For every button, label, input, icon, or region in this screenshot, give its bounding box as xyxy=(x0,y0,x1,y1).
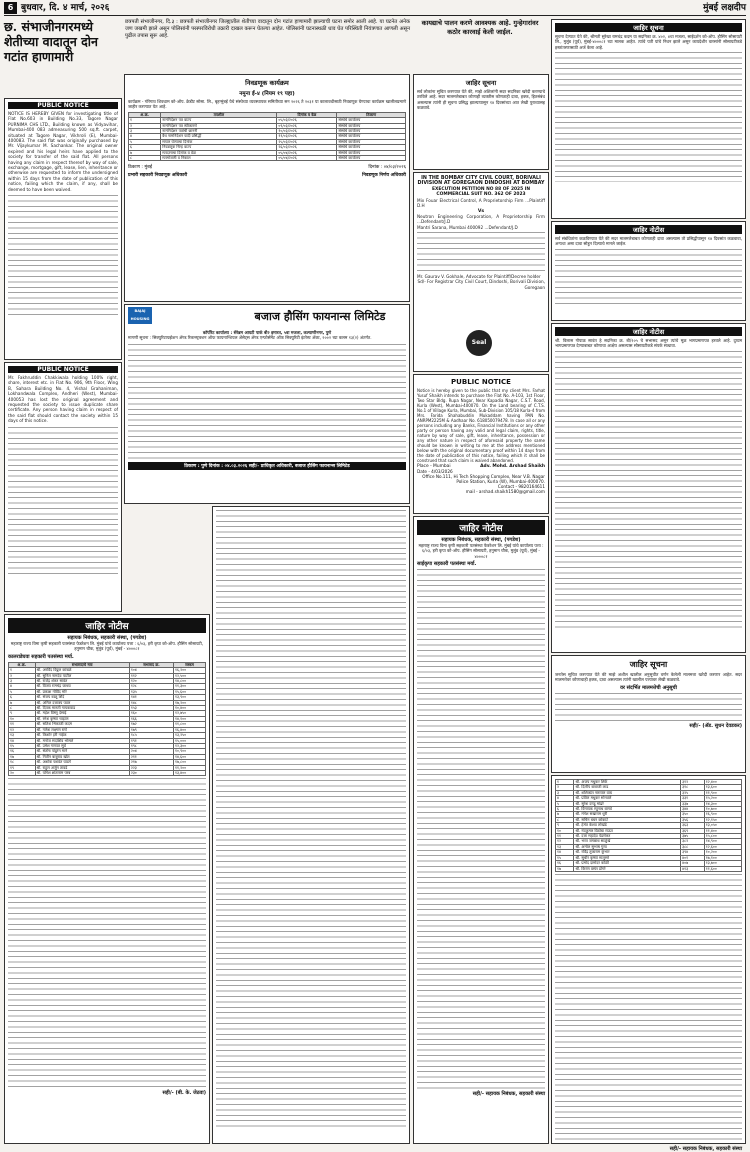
election-col-no: अ.क्र. xyxy=(129,112,161,117)
member-row-left-cell: ११२ xyxy=(129,673,173,678)
member-row-left-cell: १६,४०० xyxy=(174,727,206,732)
member-row-left-cell: १७,८०० xyxy=(174,760,206,765)
member-row-left-cell: १७९ xyxy=(129,727,173,732)
right-title-1: जाहिर सूचना xyxy=(555,23,742,32)
member-row-right-cell: ७ xyxy=(556,812,574,817)
member-row-right-cell: ३७५ xyxy=(681,834,705,839)
public-notice-1-title: PUBLIC NOTICE xyxy=(8,102,118,109)
member-row-left-cell: १४,८०० xyxy=(174,679,206,684)
member-row-right-cell: ३२५ xyxy=(681,790,705,795)
election-row-cell: १ xyxy=(129,118,161,123)
member-row-left-cell: श्री. सतिश भिकाजी कदम xyxy=(35,722,129,727)
election-row-cell: ८ xyxy=(129,156,161,161)
member-table-right xyxy=(551,775,746,1152)
member-table-right-grid xyxy=(555,779,742,872)
member-row-right-cell: १०,२०० xyxy=(704,850,741,855)
member-row-right-cell: १६,९०० xyxy=(704,812,741,817)
member-row-left-cell: ११,३०० xyxy=(174,684,206,689)
member-row-left-cell: श्री. नितीन बाबुराव खोत xyxy=(35,754,129,759)
member-row-left-cell: ४ xyxy=(9,684,36,689)
member-row-right-cell: ३ xyxy=(556,790,574,795)
member-row-right-cell: श्री. दिलीप बाबाजी लाड xyxy=(574,785,681,790)
member-row-left-cell: १९ xyxy=(9,765,36,770)
member-row-left-cell: १६६ xyxy=(129,716,173,721)
right-body-3: श्री. विलास गोपाळ सावंत हे सदनिका क्र. बी/१०५ चे सभासद असून त्यांचे मूळ भागप्रमाणपत्र हरवले आहे. दुय्यम भागप्रमाणपत्र देण्याबाबत कोणाचा आक्षेप असल्यास सोसायटीकडे संपर्क साधावा. xyxy=(555,338,742,349)
public-notice-1-fill xyxy=(8,195,118,315)
jahir-suchana-top-body: सर्व लोकांना सूचित करण्यात येते की, माझे अशिलांनी सदर सदनिका खरेदी करण्याचे ठरविले आहे. सदर मालमत्तेबाबत कोणाही व्यक्तीस कोणताही दावा, हक्क, हितसंबंध असल्यास त्यांनी ही सूचना प्रसिद्ध झाल्यापासून १४ दिवसांच्या आत लेखी पुराव्यासह कळवावे. xyxy=(417,89,545,111)
member-row-left-cell: श्री. संतोष पांडुरंग माने xyxy=(35,749,129,754)
member-row-right-cell: श्री. नंदकुमार विठोबा राऊत xyxy=(574,828,681,833)
right-fill-3 xyxy=(555,351,742,631)
member-row-right-cell: ११ xyxy=(556,834,574,839)
member-row-left-cell: १२८ xyxy=(129,684,173,689)
election-row-cell: ०५/०४/२०२६ xyxy=(277,150,337,155)
member-row-left-cell: २० xyxy=(9,770,36,775)
member-row-right-cell: ३१२ xyxy=(681,780,705,785)
right-title-4: जाहिर सूचना xyxy=(629,660,668,669)
member-row-left-cell: १३,२५० xyxy=(174,733,206,738)
public-notice-3-body: Notice is hereby given to the public that my client Mrs. Farhat Yusuf Shaikh intends to purchase the Flat No. A-103, 1st Floor, Two Star Bldg. Rupa Nagar, Near Kapadia Nagar, C.S.T. Road, Kurla (West), Mumbai-400070. On the Land bearing of C.T.S. No.1 of Village Kurla, Mumbai, Sub-Division 105/18 Kurla-4 from Mrs. Farida Shahabuddin Mukaddam having PAN No. ANRPM2225M & Aadhaar No. 618050079478. In case all or any persons including any Banks, Financial Institutions or any other party or person having any valid and legal claim, rights, title, nature by way of sale, gift, lease, inheritance, possession or any other nature in respect of aforesaid property the same should be known in writing to me at the address mentioned below with the original documentary proof within 14 days from the date of publication of this notice, failing which it shall be construed that such claim is waived abandoned. xyxy=(417,388,545,463)
public-notice-3-contact: Contact - 9820164611 xyxy=(497,484,545,489)
member-row-right-cell: ३४४ xyxy=(681,807,705,812)
member-row-left-cell: श्री. प्रकाश गोविंद मोरे xyxy=(35,689,129,694)
jahir-notice-mid xyxy=(413,516,549,1144)
member-row-left-cell: ११ xyxy=(9,722,36,727)
bajaj-footer: ठिकाण : पुणे दिनांक : ०४.०३.२०२६ सही/- प्राधिकृत अधिकारी, बजाज हौसिंग फायनान्स लिमिटेड xyxy=(128,462,406,470)
election-row-cell: नामनिर्देशन पत्रांची छाननी xyxy=(161,129,277,134)
election-row-cell: संस्थेचे कार्यालय xyxy=(337,134,406,139)
member-row-left-cell: श्री. योगेश शांताराम परब xyxy=(35,770,129,775)
member-row-left-cell: १३५ xyxy=(129,689,173,694)
headline: छ. संभाजीनगरमध्ये शेतीच्या वादातून दोन गटांत हाणामारी xyxy=(4,19,98,64)
member-row-right-cell: श्री. प्रमोद दामोदर कोळी xyxy=(574,861,681,866)
member-row-right-cell: श्री. हेमंत केशव लोखंडे xyxy=(574,823,681,828)
member-row-left-cell: श्री. अशोक यशवंत घाडगे xyxy=(35,760,129,765)
election-row-cell: नामनिर्देशन पत्र वाटप xyxy=(161,118,277,123)
member-row-right-cell: ३५६ xyxy=(681,817,705,822)
member-row-left-cell: श्री. अनिल दत्तात्रय पवार xyxy=(35,700,129,705)
member-row-right-cell: ११,४०० xyxy=(704,828,741,833)
right-title-2: जाहिर नोटीस xyxy=(555,225,742,234)
member-row-left-cell: २०४ xyxy=(129,749,173,754)
member-row-right-cell: ३९४ xyxy=(681,850,705,855)
election-row-cell: संस्थेचे कार्यालय xyxy=(337,150,406,155)
right-sign: सही/- (ॲड. सुधन देवडकर) xyxy=(689,722,742,729)
member-row-left-cell: १०४ xyxy=(129,668,173,673)
jahir-notice-left-org: सहायक निबंधक, सहकारी संस्था, (पगडेश) xyxy=(67,635,147,641)
member-row-left-cell: १३,४०० xyxy=(174,770,206,775)
member-row-left-cell: श्री. किशोर हरी नाईक xyxy=(35,733,129,738)
jahir-notice-left-sub: कालराडेघवा सहकारी पतसंस्था मर्या. xyxy=(8,653,74,660)
member-row-right-cell: श्री. सुधीर कृष्णा मालुसरे xyxy=(574,855,681,860)
election-col-detail: तपशील xyxy=(161,112,277,117)
member-row-left-cell: १६० xyxy=(129,711,173,716)
election-subtitle: नमुना ई-४ (नियम १९ पहा) xyxy=(239,91,295,97)
member-row-right-cell: ४०१ xyxy=(681,855,705,860)
public-notice-3 xyxy=(413,374,549,514)
member-row-left-cell: १७२ xyxy=(129,722,173,727)
public-notice-2-body: Mr. Fakhruddin Chakkiwala holding 100% right, share, interest etc. in Flat No. 906, 9th Floor, Wing B, Sahara Building No. 4, Vishal Grahaniman, Lokhandwala Complex, Andheri (West), Mumbai-400053 has lost the original agreement and requested the society to issue duplicate share certificate. Any person having claim in respect of the said flat should contact the society within 15 days of this notice. xyxy=(8,375,118,424)
member-row-left-cell: १० xyxy=(9,716,36,721)
member-row-left-cell: श्री. मनोज सदाशिव भोसले xyxy=(35,738,129,743)
member-row-left-cell: ३ xyxy=(9,679,36,684)
member-row-right-cell: १५,२०० xyxy=(704,796,741,801)
member-row-right-cell: श्री. किरण वसंत डोंगरे xyxy=(574,866,681,871)
member-row-right-cell: श्री. विनायक रघुनाथ बागवे xyxy=(574,807,681,812)
member-row-left-cell: १२,३०० xyxy=(174,743,206,748)
top-story: छत्रपती संभाजीनगर, दि.३ : छत्रपती संभाजीनगर जिल्ह्यातील शेतीच्या वादातून दोन गटांत हाणामारी झाल्याची घटना समोर आली आहे. या घटनेत अनेक जण जखमी झाले असून पोलिसांनी परस्परविरोधी तक्रारी दाखल करून घेतल्या आहेत. पोलिसांनी घटनास्थळी धाव घेत परिस्थिती नियंत्रणात आणली असून पुढील तपास सुरू आहे. xyxy=(125,19,410,39)
member-row-left-cell: १५ xyxy=(9,743,36,748)
newspaper-brand: मुंबई लक्षदीप xyxy=(703,3,746,13)
member-row-left-cell: १४१ xyxy=(129,695,173,700)
public-notice-3-date: Date - 4/03/2026 xyxy=(417,469,453,474)
court-plaintiff: Mix Fouar Electrical Control, A Proprietorship Firm ...Plaintiff D.H xyxy=(417,198,545,209)
public-notice-3-address: Office No.111, Hi Tech Shopping Complex, Near V.B. Nagar Police Station, Kurla (W), Mumbai-400070. xyxy=(422,474,545,484)
member-row-left-cell: ७ xyxy=(9,700,36,705)
election-row-cell: संस्थेचे कार्यालय xyxy=(337,139,406,144)
court-subtitle: EXECUTION PETITION NO 88 OF 2025 IN COMMERCIAL SUIT NO. 362 OF 2023 xyxy=(431,187,531,197)
member-row-right-cell: १६ xyxy=(556,861,574,866)
election-row-cell: ७ xyxy=(129,150,161,155)
right-table-fill xyxy=(555,874,742,1144)
member-row-left-cell: २२३ xyxy=(129,765,173,770)
member-row-left-cell: १४,६०० xyxy=(174,754,206,759)
member-row-left-cell: १५,६०० xyxy=(174,689,206,694)
member-row-left-cell: श्री. महेश विष्णू देसाई xyxy=(35,711,129,716)
jahir-notice-mid-title: जाहिर नोटीस xyxy=(417,520,545,535)
member-row-right-cell: ३३१ xyxy=(681,796,705,801)
member-row-right-cell: १५,८०० xyxy=(704,834,741,839)
member-row-left-cell: १९८ xyxy=(129,743,173,748)
member-row-left-cell: १०,४०० xyxy=(174,706,206,711)
right-notice-3 xyxy=(551,323,746,653)
election-row-cell: ३ xyxy=(129,129,161,134)
member-row-left-cell: १७ xyxy=(9,754,36,759)
election-row-cell: ११/०३/२०२६ xyxy=(277,134,337,139)
court-versus: Vs xyxy=(477,208,485,214)
member-row-right-cell: ११,९०० xyxy=(704,790,741,795)
election-programme xyxy=(124,74,410,302)
member-row-left-cell: २११ xyxy=(129,754,173,759)
member-row-left-cell: श्री. सुनिल नामदेव पाटील xyxy=(35,673,129,678)
member-row-right-cell: १३,६०० xyxy=(704,785,741,790)
member-row-right-cell: ८ xyxy=(556,817,574,822)
jahir-notice-mid-org: सहायक निबंधक, सहकारी संस्था, (पगडेश) xyxy=(441,537,521,543)
member-row-right-cell: ३६९ xyxy=(681,828,705,833)
member-row-right-cell: १ xyxy=(556,780,574,785)
mid-table-fill xyxy=(216,510,406,1130)
member-row-left-cell: १४८ xyxy=(129,700,173,705)
member-row-left-cell: ११,८०० xyxy=(174,722,206,727)
court-registrar: Sd/- For Registrar City Civil Court, Dindoshi, Borivali Division, Goregaon xyxy=(417,279,545,290)
member-table-mid xyxy=(212,506,410,1144)
member-row-left-cell: ८ xyxy=(9,706,36,711)
mid-ad-text: कायद्याचे पालन करणे आवश्यक आहे. गुन्हेगारांवर कठोर कारवाई केली जाईल. xyxy=(421,19,539,36)
member-row-right-cell: ३६३ xyxy=(681,823,705,828)
member-row-right-cell: ४ xyxy=(556,796,574,801)
court-defendant-1: Neutron Engineering Corporation, A Proprietorship Firm ...Defendant/J.D xyxy=(417,213,545,225)
member-row-left-cell: ११,२०० xyxy=(174,765,206,770)
left-col-no: अ.क्र. xyxy=(9,662,36,667)
jahir-notice-mid-body: महाराष्ट्र राज्य विमा कृषी सहकारी पतसंस्था फेडरेशन लि. मुंबई यांचे कार्यालय पत्ता : ६/०३, हरी कृपा को-ऑप. हौसिंग सोसायटी, हनुमान चौक, मुलुंड (पूर्व), मुंबई - ४०००८१ xyxy=(418,543,544,559)
bajaj-body: मागणी सूचना : सिक्युरिटायझेशन ॲण्ड रिकन्स्ट्रक्शन ऑफ फायनान्शियल ॲसेट्स ॲण्ड एन्फोर्समेंट ऑफ सिक्युरिटी इंटरेस्ट ॲक्ट, २००२ च्या कलम १३(२) अंतर्गत. xyxy=(128,335,372,341)
member-row-left-cell: श्री. गणेश लक्ष्मण राणे xyxy=(35,727,129,732)
member-row-right-cell: १५ xyxy=(556,855,574,860)
member-row-right-cell: १०,७०० xyxy=(704,807,741,812)
right-fill-4 xyxy=(555,693,742,721)
member-row-right-cell: ६ xyxy=(556,807,574,812)
member-row-right-cell: १३ xyxy=(556,844,574,849)
election-row-cell: निवडणूक चिन्ह वाटप xyxy=(161,145,277,150)
member-row-right-cell: श्री. मंगेश सखाराम धुरी xyxy=(574,812,681,817)
election-row-cell: संस्थेचे कार्यालय xyxy=(337,156,406,161)
public-notice-3-advocate: Adv. Mohd. Arshad Shaikh xyxy=(480,464,545,469)
election-title: निवडणूक कार्यक्रम xyxy=(245,79,289,87)
member-row-right-cell: १४,३०० xyxy=(704,801,741,806)
right-title-3: जाहिर नोटीस xyxy=(555,327,742,336)
court-title: IN THE BOMBAY CITY CIVIL COURT, BORIVALI DIVISION AT GOREGAON DINDOSHI AT BOMBAY xyxy=(417,176,545,186)
right-notice-2 xyxy=(551,221,746,321)
member-row-right-cell: श्री. अमोल सुभाष गुरव xyxy=(574,844,681,849)
bajaj-notice xyxy=(124,304,410,504)
member-row-right-cell: १३,७०० xyxy=(704,861,741,866)
member-row-right-cell: श्री. सचिन बबन कोकाटे xyxy=(574,817,681,822)
member-row-left-cell: श्री. राहुल अर्जुन तावडे xyxy=(35,765,129,770)
election-row-cell: मतमोजणी व निकाल xyxy=(161,156,277,161)
election-row-cell: ६ xyxy=(129,145,161,150)
member-row-right-cell: श्री. प्रविण मधुकर सोनवणे xyxy=(574,796,681,801)
election-row-cell: संस्थेचे कार्यालय xyxy=(337,123,406,128)
member-row-left-cell: १५३ xyxy=(129,706,173,711)
page-header xyxy=(4,2,746,16)
member-row-left-cell: ९ xyxy=(9,711,36,716)
right-fill-2 xyxy=(555,249,742,304)
member-row-right-cell: ३५० xyxy=(681,812,705,817)
member-row-left-cell: श्री. रमेश कृष्णा चव्हाण xyxy=(35,716,129,721)
member-row-right-cell: १० xyxy=(556,828,574,833)
court-advocate: Mr. Gaurav V. Gokhale, Advocate for Plaintiff/Decree holder xyxy=(417,274,541,280)
jahir-notice-left-body: महाराष्ट्र राज्य विमा कृषी सहकारी पतसंस्था फेडरेशन लि. मुंबई यांचे कार्यालय पत्ता : ६/०३, हरी कृपा को-ऑप. हौसिंग सोसायटी, हनुमान चौक, मुलुंड (पूर्व), मुंबई - ४०००८१ xyxy=(10,641,204,652)
member-row-right-cell: १४,९०० xyxy=(704,839,741,844)
public-notice-1 xyxy=(4,98,122,360)
left-footer-sign: सही/- (बी. के. जेठवा) xyxy=(162,1090,206,1097)
member-row-right-cell: श्री. शशिकांत नारायण वाघ xyxy=(574,790,681,795)
member-row-right-cell: ४१३ xyxy=(681,866,705,871)
election-col-place: ठिकाण xyxy=(337,112,406,117)
member-row-right-cell: ११,६०० xyxy=(704,866,741,871)
election-row-cell: ०५/०४/२०२६ xyxy=(277,156,337,161)
election-row-cell: २५/०३/२०२६ xyxy=(277,139,337,144)
member-row-right xyxy=(556,866,742,871)
member-row-right-cell: १२,१५० xyxy=(704,817,741,822)
court-defendant-2: Mantri Sarana, Mumbai 400092 ...Defendant/J.D xyxy=(417,224,518,230)
member-row-left-cell: १८५ xyxy=(129,733,173,738)
election-row-cell: २६/०३/२०२६ xyxy=(277,145,337,150)
member-row-left-cell: श्री. दिपक मारुती गायकवाड xyxy=(35,706,129,711)
public-notice-3-place: Place - Mumbai xyxy=(417,464,451,469)
jahir-notice-mid-sub: साईकृपा सहकारी पतसंस्था मर्या. xyxy=(417,561,477,568)
member-row-right-cell: १७,१०० xyxy=(704,855,741,860)
election-date: दिनांक : ०४/०३/२०२६ xyxy=(368,165,406,171)
member-row-right-cell: ३८८ xyxy=(681,844,705,849)
election-row-cell: ५ xyxy=(129,139,161,144)
bajaj-logo: BAJAJ HOUSING FINANCE xyxy=(128,307,152,324)
right-body-4: जनतेस सूचित करण्यात येते की माझे अशील खालील अनुसूचीत वर्णन केलेली मालमत्ता खरेदी करणार आहेत. सदर मालमत्तेवर कोणाचाही हक्क, दावा असल्यास त्यांनी खालील पत्त्यावर लेखी कळवावे. xyxy=(555,672,742,683)
member-row-left-cell: १७,२०० xyxy=(174,700,206,705)
member-row-right-cell: ९ xyxy=(556,823,574,828)
election-row-cell: ४ xyxy=(129,134,161,139)
election-row xyxy=(129,156,406,161)
member-row-left-cell: २ xyxy=(9,673,36,678)
member-row-left-cell: १८ xyxy=(9,760,36,765)
member-row-right-cell: १२ xyxy=(556,839,574,844)
election-row-cell: मतदानाचा दिनांक व वेळ xyxy=(161,150,277,155)
election-row-cell: माघार घेण्याचा दिनांक xyxy=(161,139,277,144)
page-date: बुधवार, दि. ४ मार्च, २०२६ xyxy=(21,3,110,13)
public-notice-2 xyxy=(4,362,122,612)
member-row-right-cell: श्री. अजय मधुकर शिर्के xyxy=(574,780,681,785)
bajaj-fill xyxy=(128,344,406,459)
member-row-left-cell: १३,९०० xyxy=(174,695,206,700)
public-notice-2-title: PUBLIC NOTICE xyxy=(8,366,118,373)
member-row-left-cell: ६ xyxy=(9,695,36,700)
member-row-left-cell: १४,१०० xyxy=(174,716,206,721)
member-row-left-cell: १२ xyxy=(9,727,36,732)
election-signatory-1: प्रभारी सहकारी निवडणूक अधिकारी xyxy=(128,173,188,179)
member-row-right-cell: श्री. दत्ता महादेव पेडणेकर xyxy=(574,834,681,839)
court-fill xyxy=(417,232,545,272)
member-row-right-cell: २ xyxy=(556,785,574,790)
bajaj-title: बजाज हौसिंग फायनान्स लिमिटेड xyxy=(254,310,386,323)
member-row-left-cell: १६,२०० xyxy=(174,668,206,673)
public-notice-3-email: mail - arshad.shaikh1580@gmail.com xyxy=(465,489,545,494)
member-row-left-cell: श्री. अरविंद विठ्ठल कांबळे xyxy=(35,668,129,673)
jahir-suchana-top xyxy=(413,74,549,170)
member-row-right-cell: ५ xyxy=(556,801,574,806)
member-row-left-cell: १२,७५० xyxy=(174,711,206,716)
mid-notice-fill xyxy=(417,569,545,1089)
member-row-right-cell: १३,०५० xyxy=(704,823,741,828)
election-place: ठिकाण : मुंबई xyxy=(128,165,152,171)
election-col-date: दिनांक व वेळ xyxy=(277,112,337,117)
member-row-right-cell: ३३७ xyxy=(681,801,705,806)
member-row-left-cell: १४ xyxy=(9,738,36,743)
member-table-left xyxy=(8,662,206,777)
public-notice-2-fill xyxy=(8,427,118,577)
election-row-cell: संस्थेचे कार्यालय xyxy=(337,118,406,123)
member-row-left-cell: १६ xyxy=(9,749,36,754)
election-table xyxy=(128,112,406,162)
election-row-cell: ०९/०३/२०२६ xyxy=(277,123,337,128)
member-row-left-cell: श्री. राजेंद्र शंकर सावंत xyxy=(35,679,129,684)
member-row-right-cell: श्री. रविंद्र तुकाराम कुंभार xyxy=(574,850,681,855)
election-row-cell: १०/०३/२०२६ xyxy=(277,129,337,134)
right-notice-4 xyxy=(551,655,746,773)
election-row-cell: नामनिर्देशन पत्र स्वीकारणे xyxy=(161,123,277,128)
member-row-right-cell: ४०७ xyxy=(681,861,705,866)
member-row-left-cell: २१७ xyxy=(129,760,173,765)
left-col-member: सभासद क्र. xyxy=(129,662,173,667)
left-col-amount: रक्कम xyxy=(174,662,206,667)
court-seal: Seal xyxy=(466,330,492,356)
right-schedule: वर संदर्भित मालमत्तेची अनुसूची xyxy=(620,684,677,691)
right-body-1: सूचना देण्यात येते की, श्रीमती सुरेखा रामचंद्र कदम या सदनिका क्र. ४०२, ४था मजला, साईदर्शन को-ऑप. हौसिंग सोसायटी लि., मुलुंड (पूर्व), मुंबई-४०००८१ च्या मालक आहेत. त्यांचे पती यांचे निधन झाले असून कायदेशीर वारसांनी सोसायटीकडे हस्तांतरणासाठी अर्ज केला आहे. xyxy=(555,34,742,50)
page-number: 6 xyxy=(4,2,17,14)
member-row-right-cell: १२,४०० xyxy=(704,780,741,785)
member-row-left-cell: श्री. विजय रामचंद्र जाधव xyxy=(35,684,129,689)
member-row-right-cell: श्री. सुरेश दगडू मांढरे xyxy=(574,801,681,806)
election-intro: कार्यक्रम - गोरेगाव शिवधाम को-ऑप. क्रेडीट सोसा. लि., बृहन्मुंबई येथे संस्थेच्या व्यवस्थापक समितीच्या सन २०२६ ते २०३१ या कालावधीसाठी निवडणूक घेण्याचा कार्यक्रम खालीलप्रमाणे जाहीर करण्यात येत आहे. xyxy=(128,99,406,110)
election-row-cell: संस्थेचे कार्यालय xyxy=(337,145,406,150)
right-body-2: सर्व संबंधितांना कळविण्यात येते की सदर मालमत्तेबाबत कोणताही दावा असल्यास तो प्रसिद्धीपासून १४ दिवसांत कळवावा, अन्यथा असा दावा सोडून दिल्याचे मानले जाईल. xyxy=(555,236,742,247)
election-row-cell: ०५/०३/२०२६ xyxy=(277,118,337,123)
member-row-right-cell: १७ xyxy=(556,866,574,871)
left-col-name: सभासदाचे नाव xyxy=(35,662,129,667)
election-row-cell: वैध नामनिर्देशन यादी प्रसिद्धी xyxy=(161,134,277,139)
election-signatory-2: निवडणूक निर्णय अधिकारी xyxy=(362,173,406,179)
jahir-notice-left-title: जाहिर नोटीस xyxy=(8,618,206,633)
right-notice-1 xyxy=(551,19,746,219)
left-table-fill xyxy=(8,778,206,1088)
member-row-left-cell: श्री. संजय बाळू शिंदे xyxy=(35,695,129,700)
mid-footer-sign: सही/- सहायक निबंधक, सहकारी संस्था xyxy=(472,1091,545,1098)
member-row-left-cell: १९१ xyxy=(129,738,173,743)
member-row-left-cell: १ xyxy=(9,668,36,673)
member-row-right-cell: १४ xyxy=(556,850,574,855)
member-row-left-cell: ५ xyxy=(9,689,36,694)
member-row-left-cell: २३० xyxy=(129,770,173,775)
right-table-sign: सही/- सहायक निबंधक, सहकारी संस्था xyxy=(669,1145,742,1152)
member-row-left-cell: श्री. उमेश गणपत सुर्वे xyxy=(35,743,129,748)
bajaj-subtitle: कॉर्पोरेट कार्यालय : सेरेब्रम आयटी पार्क बी२ इमारत, ५वा मजला, कल्याणीनगर, पुणे xyxy=(202,330,332,335)
jahir-notice-left xyxy=(4,614,210,1144)
jahir-suchana-top-title: जाहिर सूचना xyxy=(465,79,497,87)
member-row-left-cell: १२,५०० xyxy=(174,673,206,678)
public-notice-3-title: PUBLIC NOTICE xyxy=(451,378,511,386)
election-row-cell: संस्थेचे कार्यालय xyxy=(337,129,406,134)
member-row-left-cell: १५,००० xyxy=(174,738,206,743)
election-row-cell: २ xyxy=(129,123,161,128)
member-row-left-cell: १२० xyxy=(129,679,173,684)
member-row-left-cell: १३ xyxy=(9,733,36,738)
member-row-right-cell: ३८२ xyxy=(681,839,705,844)
member-row-right-cell: १२,६०० xyxy=(704,844,741,849)
member-row-left-cell: १०,९०० xyxy=(174,749,206,754)
public-notice-1-body: NOTICE IS HEREBY GIVEN for investigating title of Flat No.603 in Building No.33, Tagore Nagar PURNIMA CHS LTD., Building known as Vidyavihar, Mumbai-400 083 admeasuring 500 sq.ft. carpet, situated at Tagore Nagar, Vikhroli (E), Mumbai-400083. The said flat was originally purchased by Mr. Vijaykumar M. Sachankar. The original owner expired and his legal heirs have applied to the society for transfer of the said flat. All persons having any claim in respect thereof by way of sale, exchange, mortgage, gift, lease, lien, inheritance or otherwise are requested to inform the undersigned within 15 days from the date of publication of this notice, failing which the claim, if any, shall be deemed to have been waived. xyxy=(8,111,118,192)
member-row-right-cell: श्री. भरत जगन्नाथ साळुंखे xyxy=(574,839,681,844)
member-row-left xyxy=(9,770,206,775)
member-row-right-cell: ३१८ xyxy=(681,785,705,790)
right-fill-1 xyxy=(555,52,742,182)
